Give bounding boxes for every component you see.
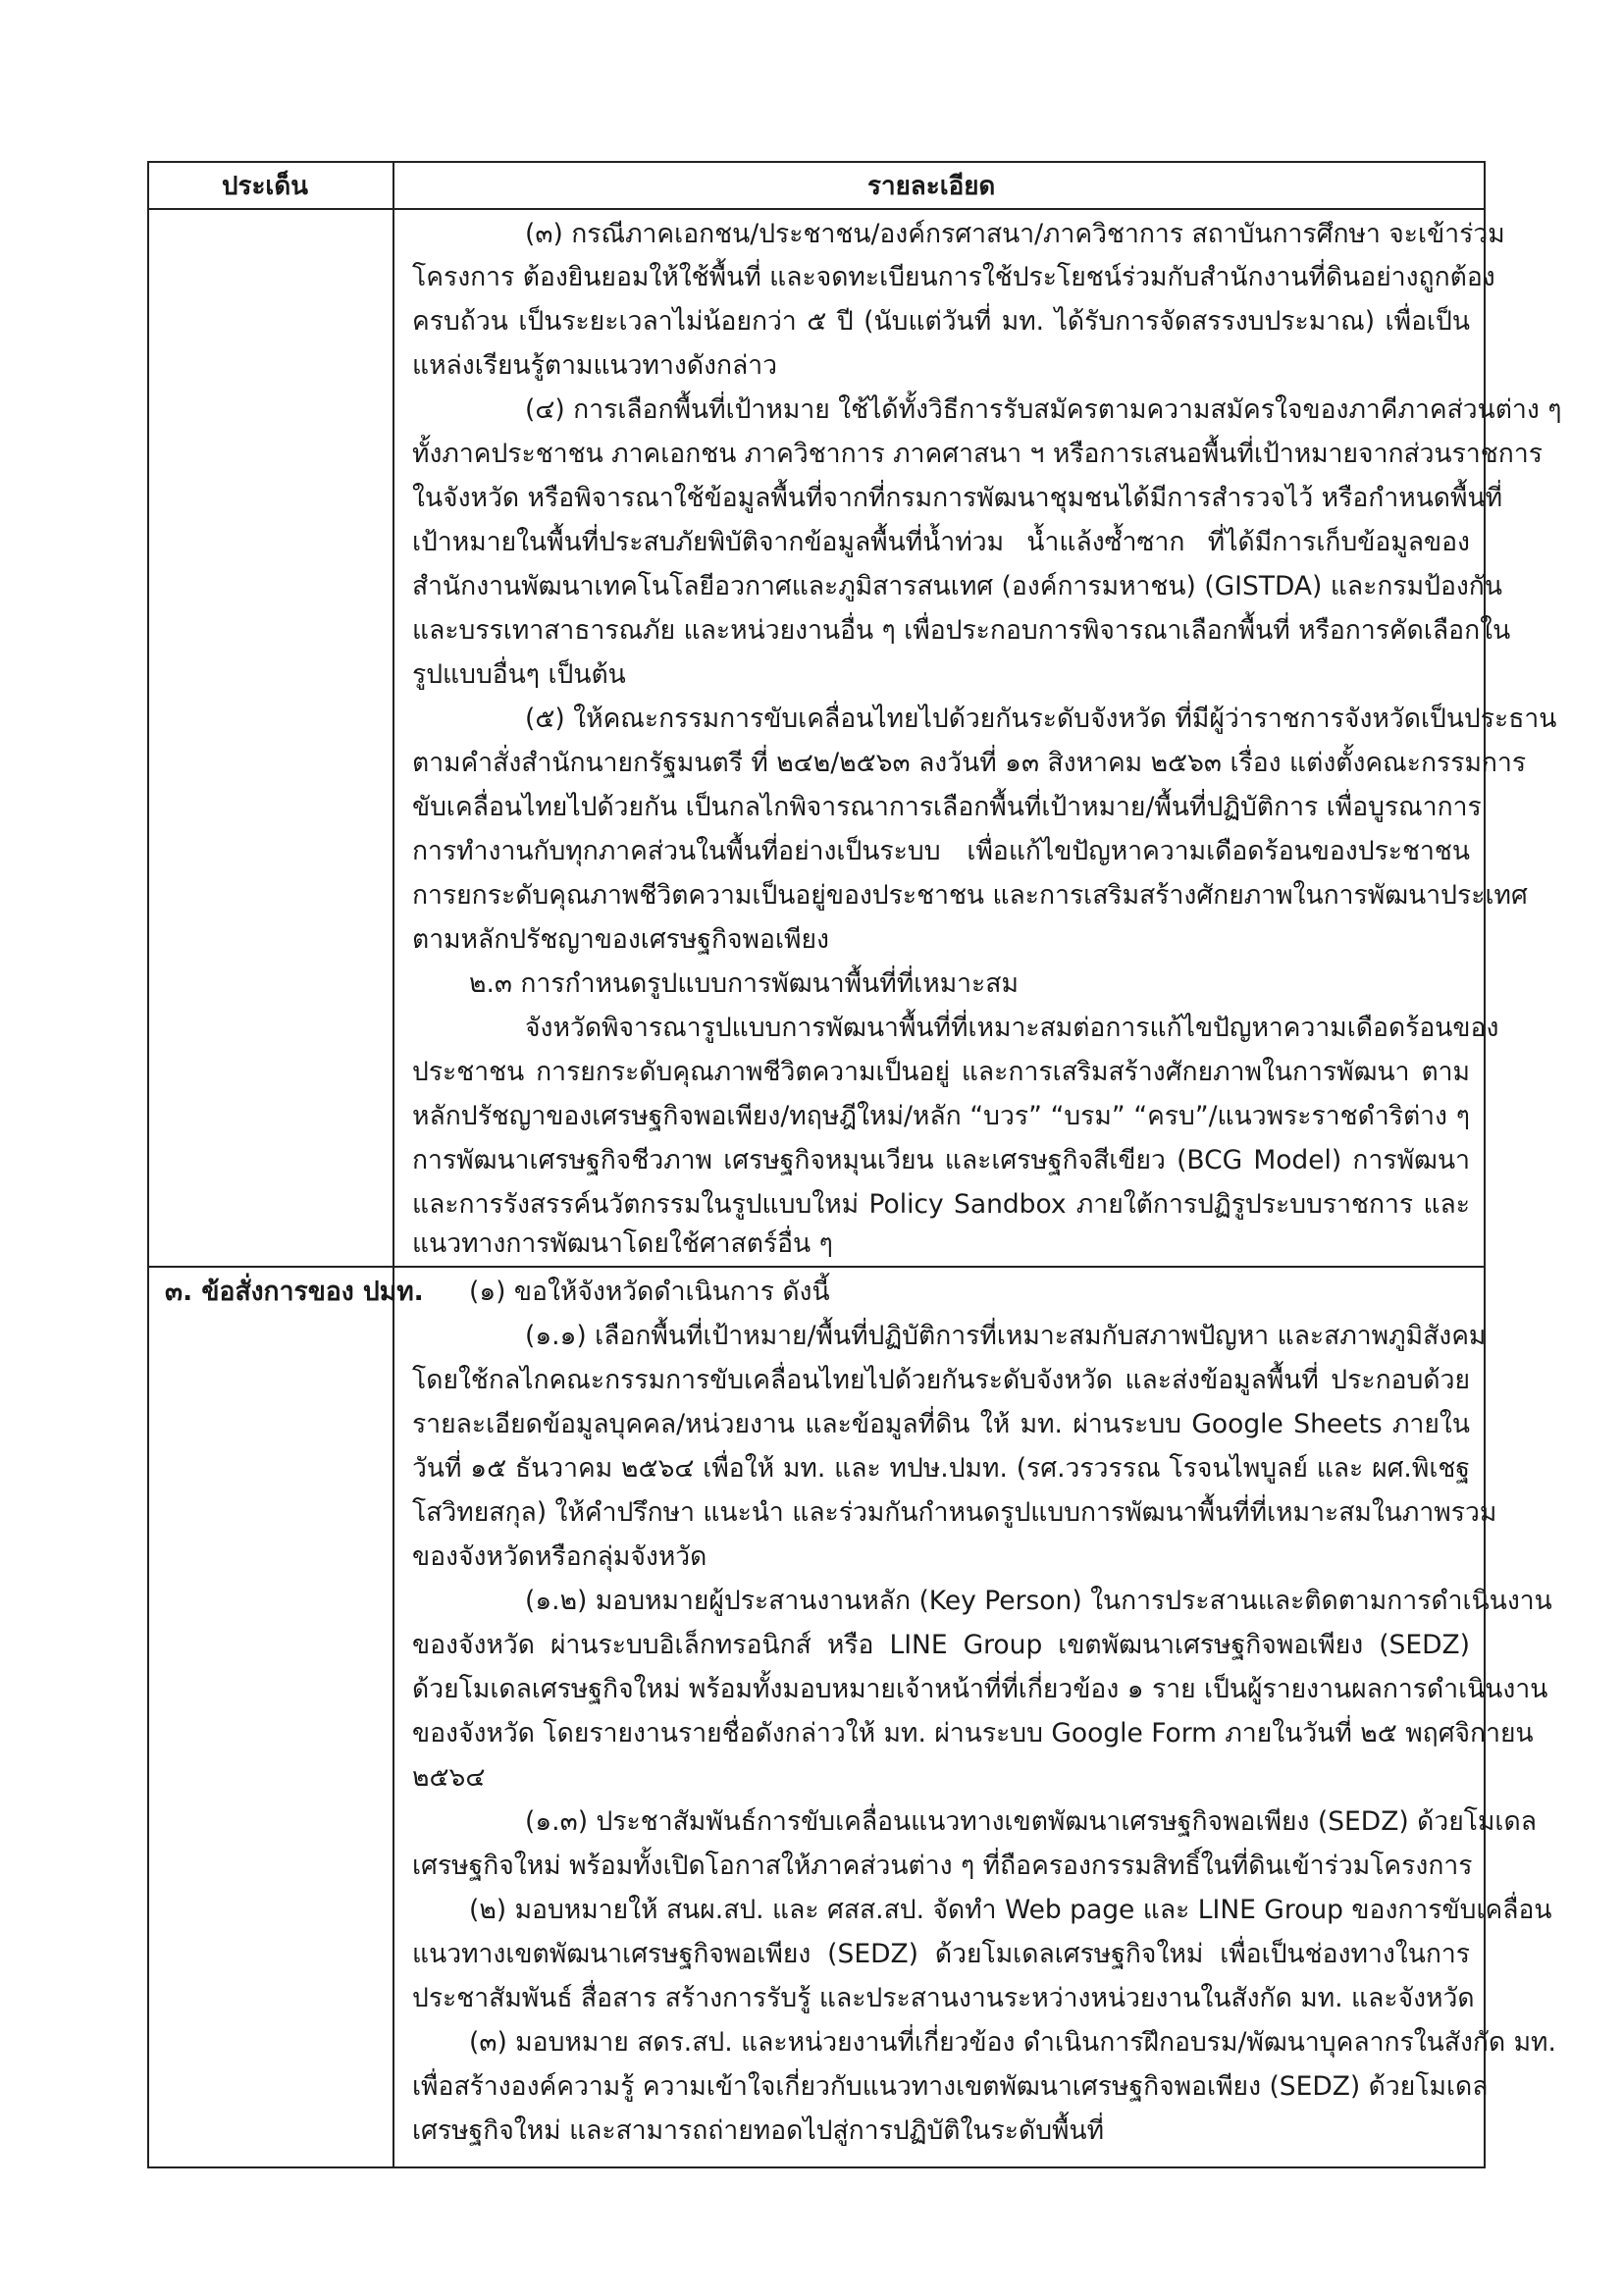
text-line: เพื่อสร้างองค์ความรู้ ความเข้าใจเกี่ยวกับแนวทางเขตพัฒนาเศรษฐกิจพอเพียง (SEDZ) ด้วยโมเดล [412, 2071, 1489, 2102]
text-line: วันที่ ๑๕ ธันวาคม ๒๕๖๔ เพื่อให้ มท. และ ทปษ.ปมท. (รศ.วรวรรณ โรจนไพบูลย์ และ ผศ.พิเชฐ [412, 1453, 1470, 1484]
text-line: ทั้งภาคประชาชน ภาคเอกชน ภาควิชาการ ภาคศาสนา ฯ หรือการเสนอพื้นที่เป้าหมายจากส่วนราชการ [412, 439, 1543, 469]
text-line: ๒๕๖๔ [412, 1762, 486, 1793]
header-details: รายละเอียด [867, 172, 996, 201]
text-line: ประชาชน การยกระดับคุณภาพชีวิตความเป็นอยู่ และการเสริมสร้างศักยภาพในการพัฒนา ตาม [412, 1057, 1470, 1087]
text-line: (๓) มอบหมาย สดร.สป. และหน่วยงานที่เกี่ยวข้อง ดำเนินการฝึกอบรม/พัฒนาบุคลากรในสังกัด มท. [469, 2027, 1556, 2058]
text-line: (๒) มอบหมายให้ สนผ.สป. และ ศสส.สป. จัดทำ Web page และ LINE Group ของการขับเคลื่อน [469, 1895, 1552, 1925]
text-line: ด้วยโมเดลเศรษฐกิจใหม่ พร้อมทั้งมอบหมายเจ้าหน้าที่ที่เกี่ยวข้อง ๑ ราย เป็นผู้รายงานผลการดำเนินงาน [412, 1674, 1548, 1704]
text-line: ของจังหวัด โดยรายงานรายชื่อดังกล่าวให้ มท. ผ่านระบบ Google Form ภายในวันที่ ๒๕ พฤศจิกายน [412, 1718, 1534, 1748]
text-line: (๑.๒) มอบหมายผู้ประสานงานหลัก (Key Person) ในการประสานและติดตามการดำเนินงาน [525, 1586, 1552, 1616]
header-issue: ประเด็น [222, 172, 308, 201]
text-line: จังหวัดพิจารณารูปแบบการพัฒนาพื้นที่ที่เหมาะสมต่อการแก้ไขปัญหาความเดือดร้อนของ [525, 1013, 1499, 1043]
text-line: โดยใช้กลไกคณะกรรมการขับเคลื่อนไทยไปด้วยกันระดับจังหวัด และส่งข้อมูลพื้นที่ ประกอบด้วย [412, 1365, 1470, 1395]
text-line: โครงการ ต้องยินยอมให้ใช้พื้นที่ และจดทะเบียนการใช้ประโยชน์ร่วมกับสำนักงานที่ดินอย่างถูกต้อง [412, 262, 1495, 292]
text-line: แนวทางเขตพัฒนาเศรษฐกิจพอเพียง (SEDZ) ด้วยโมเดลเศรษฐกิจใหม่ เพื่อเป็นช่องทางในการ [412, 1939, 1470, 1969]
text-line: และบรรเทาสาธารณภัย และหน่วยงานอื่น ๆ เพื่อประกอบการพิจารณาเลือกพื้นที่ หรือการคัดเลือกใน [412, 615, 1511, 646]
text-line: (๑.๓) ประชาสัมพันธ์การขับเคลื่อนแนวทางเขตพัฒนาเศรษฐกิจพอเพียง (SEDZ) ด้วยโมเดล [525, 1806, 1537, 1837]
text-line: (๔) การเลือกพื้นที่เป้าหมาย ใช้ได้ทั้งวิธีการรับสมัครตามความสมัครใจของภาคีภาคส่วนต่าง ๆ [525, 394, 1562, 425]
text-line: ประชาสัมพันธ์ สื่อสาร สร้างการรับรู้ และประสานงานระหว่างหน่วยงานในสังกัด มท. และจังหวัด [412, 1983, 1475, 2013]
text-line: (๑) ขอให้จังหวัดดำเนินการ ดังนี้ [469, 1277, 830, 1307]
row-label: ๓. ข้อสั่งการของ ปมท. [165, 1277, 424, 1307]
text-line: ตามหลักปรัชญาของเศรษฐกิจพอเพียง [412, 924, 829, 955]
text-line: ขับเคลื่อนไทยไปด้วยกัน เป็นกลไกพิจารณาการเลือกพื้นที่เป้าหมาย/พื้นที่ปฏิบัติการ เพื่อบูรณาการ [412, 792, 1482, 822]
section-heading: ๒.๓ การกำหนดรูปแบบการพัฒนาพื้นที่ที่เหมาะสม [469, 968, 1019, 999]
text-line: โสวิทยสกุล) ให้คำปรึกษา แนะนำ และร่วมกันกำหนดรูปแบบการพัฒนาพื้นที่ที่เหมาะสมในภาพรวม [412, 1497, 1497, 1528]
text-line: แนวทางการพัฒนาโดยใช้ศาสตร์อื่น ๆ [412, 1228, 833, 1259]
text-line: และการรังสรรค์นวัตกรรมในรูปแบบใหม่ Policy Sandbox ภายใต้การปฏิรูประบบราชการ และ [412, 1189, 1470, 1220]
text-line: เศรษฐกิจใหม่ พร้อมทั้งเปิดโอกาสให้ภาคส่วนต่าง ๆ ที่ถือครองกรรมสิทธิ์ในที่ดินเข้าร่วมโครงการ [412, 1851, 1473, 1881]
text-line: (๑.๑) เลือกพื้นที่เป้าหมาย/พื้นที่ปฏิบัติการที่เหมาะสมกับสภาพปัญหา และสภาพภูมิสังคม [525, 1321, 1487, 1351]
column-divider [393, 161, 394, 2168]
text-line: ครบถ้วน เป็นระยะเวลาไม่น้อยกว่า ๕ ปี (นับแต่วันที่ มท. ได้รับการจัดสรรงบประมาณ) เพื่อเป็น [412, 306, 1470, 337]
text-line: ในจังหวัด หรือพิจารณาใช้ข้อมูลพื้นที่จากที่กรมการพัฒนาชุมชนได้มีการสำรวจไว้ หรือกำหนดพื้นที่ [412, 483, 1503, 513]
text-line: การทำงานกับทุกภาคส่วนในพื้นที่อย่างเป็นระบบ เพื่อแก้ไขปัญหาความเดือดร้อนของประชาชน [412, 836, 1470, 866]
text-line: หลักปรัชญาของเศรษฐกิจพอเพียง/ทฤษฎีใหม่/หลัก “บวร” “บรม” “ครบ”/แนวพระราชดำริต่าง ๆ [412, 1101, 1470, 1131]
text-line: ของจังหวัด ผ่านระบบอิเล็กทรอนิกส์ หรือ LINE Group เขตพัฒนาเศรษฐกิจพอเพียง (SEDZ) [412, 1630, 1470, 1660]
text-line: (๓) กรณีภาคเอกชน/ประชาชน/องค์กรศาสนา/ภาควิชาการ สถาบันการศึกษา จะเข้าร่วม [525, 219, 1505, 249]
text-line: การยกระดับคุณภาพชีวิตความเป็นอยู่ของประชาชน และการเสริมสร้างศักยภาพในการพัฒนาประเทศ [412, 880, 1528, 911]
text-line: รูปแบบอื่นๆ เป็นต้น [412, 659, 626, 690]
text-line: (๕) ให้คณะกรรมการขับเคลื่อนไทยไปด้วยกันระดับจังหวัด ที่มีผู้ว่าราชการจังหวัดเป็นประธาน [525, 704, 1557, 734]
text-line: เศรษฐกิจใหม่ และสามารถถ่ายทอดไปสู่การปฏิบัติในระดับพื้นที่ [412, 2115, 1105, 2146]
text-line: แหล่งเรียนรู้ตามแนวทางดังกล่าว [412, 350, 778, 381]
text-line: เป้าหมายในพื้นที่ประสบภัยพิบัติจากข้อมูลพื้นที่น้ำท่วม น้ำแล้งซ้ำซาก ที่ได้มีการเก็บข้อมูลของ [412, 527, 1470, 557]
text-line: ตามคำสั่งสำนักนายกรัฐมนตรี ที่ ๒๔๒/๒๕๖๓ ลงวันที่ ๑๓ สิงหาคม ๒๕๖๓ เรื่อง แต่งตั้งคณะกรรมการ [412, 748, 1527, 778]
text-line: รายละเอียดข้อมูลบุคคล/หน่วยงาน และข้อมูลที่ดิน ให้ มท. ผ่านระบบ Google Sheets ภายใน [412, 1409, 1470, 1439]
text-line: สำนักงานพัฒนาเทคโนโลยีอวกาศและภูมิสารสนเทศ (องค์การมหาชน) (GISTDA) และกรมป้องกัน [412, 571, 1502, 601]
text-line: การพัฒนาเศรษฐกิจชีวภาพ เศรษฐกิจหมุนเวียน และเศรษฐกิจสีเขียว (BCG Model) การพัฒนา [412, 1145, 1470, 1175]
header-divider [147, 208, 1486, 210]
text-line: ของจังหวัดหรือกลุ่มจังหวัด [412, 1541, 707, 1572]
